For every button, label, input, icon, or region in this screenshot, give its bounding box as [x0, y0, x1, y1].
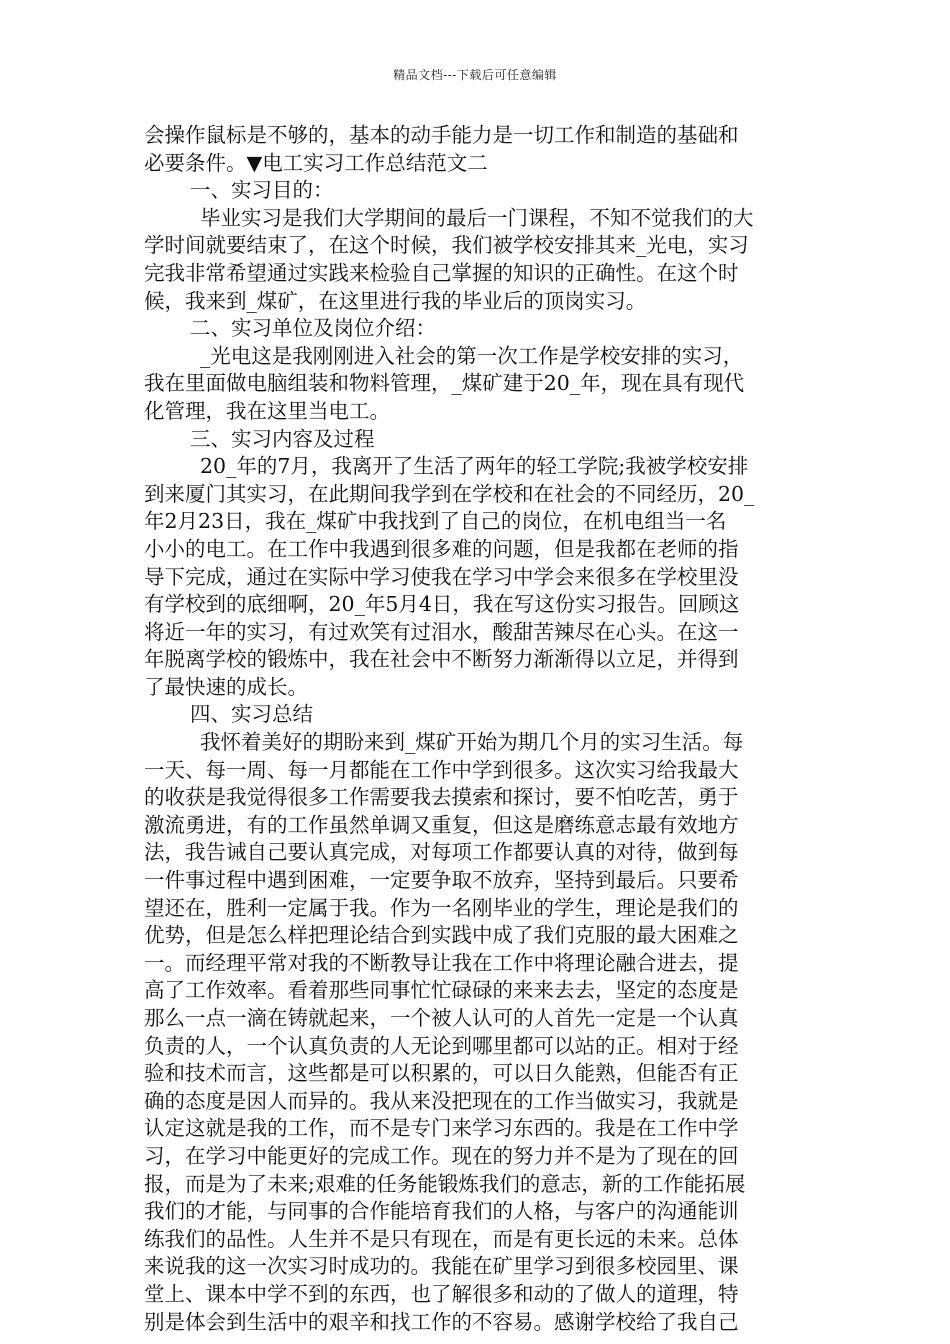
text-line: 来说我的这一次实习时成功的。我能在矿里学习到很多校园里、课: [144, 1254, 739, 1279]
text-line: 激流勇进，有的工作虽然单调又重复，但这是磨练意志最有效地方: [144, 812, 739, 837]
text-line: 完我非常希望通过实践来检验自己掌握的知识的正确性。在这个时: [144, 260, 739, 285]
document-body: [144, 122, 810, 1336]
text-line: 年脱离学校的锻炼中，我在社会中不断努力渐渐得以立足，并得到: [144, 647, 739, 672]
text-line: 法，我告诫自己要认真完成，对每项工作都要认真的对待，做到每: [144, 840, 739, 865]
text-line: 报，而是为了未来;艰难的任务能锻炼我们的意志，新的工作能拓展: [144, 1171, 746, 1196]
text-line: 优势，但是怎么样把理论结合到实践中成了我们克服的最大困难之: [144, 923, 739, 948]
text-line: 负责的人，一个认真负责的人无论到哪里都可以站的正。相对于经: [144, 1033, 739, 1058]
section-heading: 四、实习总结: [190, 702, 313, 727]
text-line: 学时间就要结束了，在这个时候，我们被学校安排其来_光电，实习: [144, 233, 749, 258]
text-line: 一。而经理平常对我的不断教导让我在工作中将理论融合进去，提: [144, 950, 739, 975]
text-line: 认定这就是我的工作，而不是专门来学习东西的。我是在工作中学: [144, 1116, 739, 1141]
text-line: 一天、每一周、每一月都能在工作中学到很多。这次实习给我最大: [144, 757, 739, 782]
section-heading: 二、实习单位及岗位介绍：: [190, 316, 436, 341]
text-line: 必要条件。▼电工实习工作总结范文二: [144, 150, 488, 175]
text-line: 候，我来到_煤矿，在这里进行我的毕业后的顶岗实习。: [144, 288, 647, 313]
text-line: 导下完成，通过在实际中学习使我在学习中学会来很多在学校里没: [144, 564, 739, 589]
text-line: 我们的才能，与同事的合作能培育我们的人格，与客户的沟通能训: [144, 1199, 739, 1224]
text-line: 那么一点一滴在铸就起来，一个被人认可的人首先一定是一个认真: [144, 1006, 739, 1030]
text-line: _光电这是我刚刚进入社会的第一次工作是学校安排的实习，: [200, 343, 744, 368]
section-heading: 三、实习内容及过程: [190, 426, 375, 451]
text-line: 我怀着美好的期盼来到_煤矿开始为期几个月的实习生活。每: [200, 730, 744, 755]
text-line: 我在里面做电脑组装和物料管理，_煤矿建于20_年，现在具有现代: [144, 371, 745, 396]
text-line: 毕业实习是我们大学期间的最后一门课程，不知不觉我们的大: [200, 205, 754, 230]
text-line: 堂上、课本中学不到的东西，也了解很多和动的了做人的道理，特: [144, 1281, 739, 1306]
text-line: 望还在，胜利一定属于我。作为一名刚毕业的学生，理论是我们的: [144, 895, 739, 920]
text-line: 将近一年的实习，有过欢笑有过泪水，酸甜苦辣尽在心头。在这一: [144, 619, 739, 644]
text-line: 化管理，我在这里当电工。: [144, 398, 390, 423]
page-header: 精品文档---下载后可任意编辑: [393, 68, 557, 82]
text-line: 练我们的品性。人生并不是只有现在，而是有更长远的未来。总体: [144, 1226, 739, 1251]
text-line: 别是体会到生活中的艰辛和找工作的不容易。感谢学校给了我自己: [144, 1309, 739, 1334]
text-line: 会操作鼠标是不够的，基本的动手能力是一切工作和制造的基础和: [144, 123, 739, 147]
text-line: 小小的电工。在工作中我遇到很多难的问题，但是我都在老师的指: [144, 536, 739, 561]
text-line: 20_年的7月，我离开了生活了两年的轻工学院;我被学校安排: [200, 454, 749, 479]
text-line: 验和技术而言，这些都是可以积累的，可以日久能熟，但能否有正: [144, 1061, 739, 1086]
text-line: 的收获是我觉得很多工作需要我去摸索和探讨，要不怕吃苦，勇于: [144, 785, 739, 810]
text-line: 高了工作效率。看着那些同事忙忙碌碌的来来去去，坚定的态度是: [144, 978, 739, 1003]
section-heading: 一、实习目的：: [190, 178, 334, 203]
text-line: 习，在学习中能更好的完成工作。现在的努力并不是为了现在的回: [144, 1143, 739, 1168]
text-line: 一件事过程中遇到困难，一定要争取不放弃，坚持到最后。只要希: [144, 868, 739, 893]
text-line: 到来厦门其实习，在此期间我学到在学校和在社会的不同经历，20_: [144, 481, 755, 506]
text-line: 有学校到的底细啊，20_年5月4日，我在写这份实习报告。回顾这: [144, 592, 740, 617]
text-line: 确的态度是因人而异的。我从来没把现在的工作当做实习，我就是: [144, 1088, 739, 1113]
text-line: 年2月23日，我在_煤矿中我找到了自己的岗位，在机电组当一名: [144, 509, 727, 534]
text-line: 了最快速的成长。: [144, 674, 308, 699]
